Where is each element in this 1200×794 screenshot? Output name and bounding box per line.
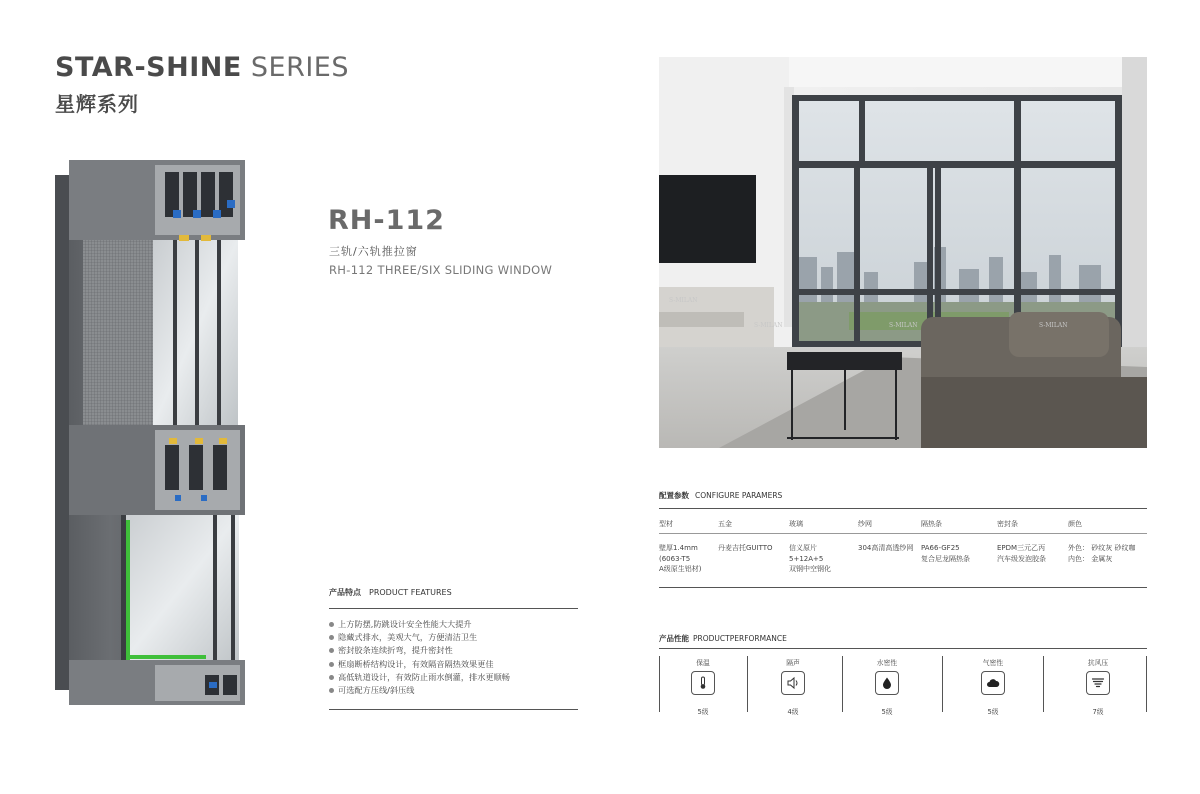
room-photo	[659, 57, 1147, 448]
config-label: 型材	[659, 520, 673, 528]
config-value: EPDM三元乙丙 汽车级发泡胶条	[997, 544, 1046, 563]
performance-name: 保温	[696, 659, 710, 667]
watermark: S-MILAN	[669, 297, 698, 304]
features-divider-top	[329, 608, 578, 609]
tornado-icon	[1086, 671, 1110, 695]
window-section-illustration	[55, 160, 245, 705]
watermark: S-MILAN	[1039, 322, 1068, 329]
features-heading	[329, 587, 452, 598]
config-heading	[659, 490, 782, 501]
feature-item: 密封胶条连续折弯，提升密封性	[329, 644, 510, 657]
config-value: 外色： 砂纹灰 砂纹咖 内色： 金属灰	[1068, 544, 1136, 563]
performance-level: 5级	[697, 708, 709, 716]
performance-level: 7级	[1092, 708, 1104, 716]
watermark: S-MILAN	[889, 322, 918, 329]
mesh-screen	[83, 240, 153, 425]
config-value: 304高清高透纱网	[858, 544, 914, 552]
config-value: 信义原片 5+12A+5 双钢中空钢化	[789, 544, 831, 573]
config-value: 壁厚1.4mm (6063-T5 A级原生铝材)	[659, 544, 702, 573]
performance-heading-cn: 产品性能	[659, 634, 689, 643]
config-value: 丹麦吉托GUITTO	[718, 544, 773, 552]
series-title-light: SERIES	[250, 52, 350, 83]
performance-heading	[659, 633, 787, 644]
bullet-icon	[329, 662, 334, 667]
performance-separator	[747, 656, 748, 712]
config-label: 纱网	[858, 520, 872, 528]
performance-heading-en: PRODUCTPERFORMANCE	[693, 634, 787, 643]
model-name-cn: 三轨/六轨推拉窗	[329, 245, 418, 258]
cloud-icon	[981, 671, 1005, 695]
performance-separator	[942, 656, 943, 712]
features-heading-en: PRODUCT FEATURES	[369, 588, 452, 597]
bullet-icon	[329, 675, 334, 680]
config-value: PA66-GF25 复合尼龙隔热条	[921, 544, 970, 563]
performance-level: 5级	[987, 708, 999, 716]
config-heading-en: CONFIGURE PARAMERS	[695, 491, 783, 500]
config-label: 五金	[718, 520, 732, 528]
watermark: S-MILAN	[754, 322, 783, 329]
series-title-bold: STAR-SHINE	[55, 52, 242, 83]
config-heading-cn: 配置参数	[659, 491, 689, 500]
model-code: RH-112	[328, 205, 445, 236]
performance-name: 水密性	[876, 659, 898, 667]
feature-item: 高低轨道设计，有效防止雨水倒灌，排水更顺畅	[329, 671, 510, 684]
performance-name: 隔声	[786, 659, 800, 667]
series-title	[55, 52, 349, 83]
performance-level: 5级	[881, 708, 893, 716]
performance-separator	[1043, 656, 1044, 712]
coffee-table	[787, 352, 902, 370]
lower-glass	[121, 515, 239, 665]
features-heading-cn: 产品特点	[329, 588, 361, 597]
config-divider-mid	[659, 533, 1147, 534]
series-title-cn: 星辉系列	[55, 92, 139, 116]
performance-separator	[1146, 656, 1147, 712]
feature-item: 框扇断桥结构设计，有效隔音隔热效果更佳	[329, 658, 510, 671]
tv	[659, 175, 756, 263]
performance-level: 4级	[787, 708, 799, 716]
config-label: 密封条	[997, 520, 1018, 528]
thermometer-icon	[691, 671, 715, 695]
frame-shadow	[55, 175, 69, 690]
config-label: 隔热条	[921, 520, 942, 528]
speaker-icon	[781, 671, 805, 695]
feature-item: 可选配方压线/斜压线	[329, 684, 510, 697]
model-name-en: RH-112 THREE/SIX SLIDING WINDOW	[329, 263, 553, 277]
performance-separator	[659, 656, 660, 712]
bullet-icon	[329, 622, 334, 627]
performance-name: 抗风压	[1087, 659, 1109, 667]
bullet-icon	[329, 688, 334, 693]
config-label: 玻璃	[789, 520, 803, 528]
config-divider-top	[659, 508, 1147, 509]
config-divider-bottom	[659, 587, 1147, 588]
features-list	[329, 618, 510, 697]
performance-separator	[842, 656, 843, 712]
config-label: 颜色	[1068, 520, 1082, 528]
bullet-icon	[329, 635, 334, 640]
bullet-icon	[329, 648, 334, 653]
feature-item: 隐藏式排水，美观大气，方便清洁卫生	[329, 631, 510, 644]
performance-name: 气密性	[982, 659, 1004, 667]
feature-item: 上方防摆,防跳设计安全性能大大提升	[329, 618, 510, 631]
performance-divider-top	[659, 648, 1147, 649]
water-drop-icon	[875, 671, 899, 695]
features-divider-bottom	[329, 709, 578, 710]
